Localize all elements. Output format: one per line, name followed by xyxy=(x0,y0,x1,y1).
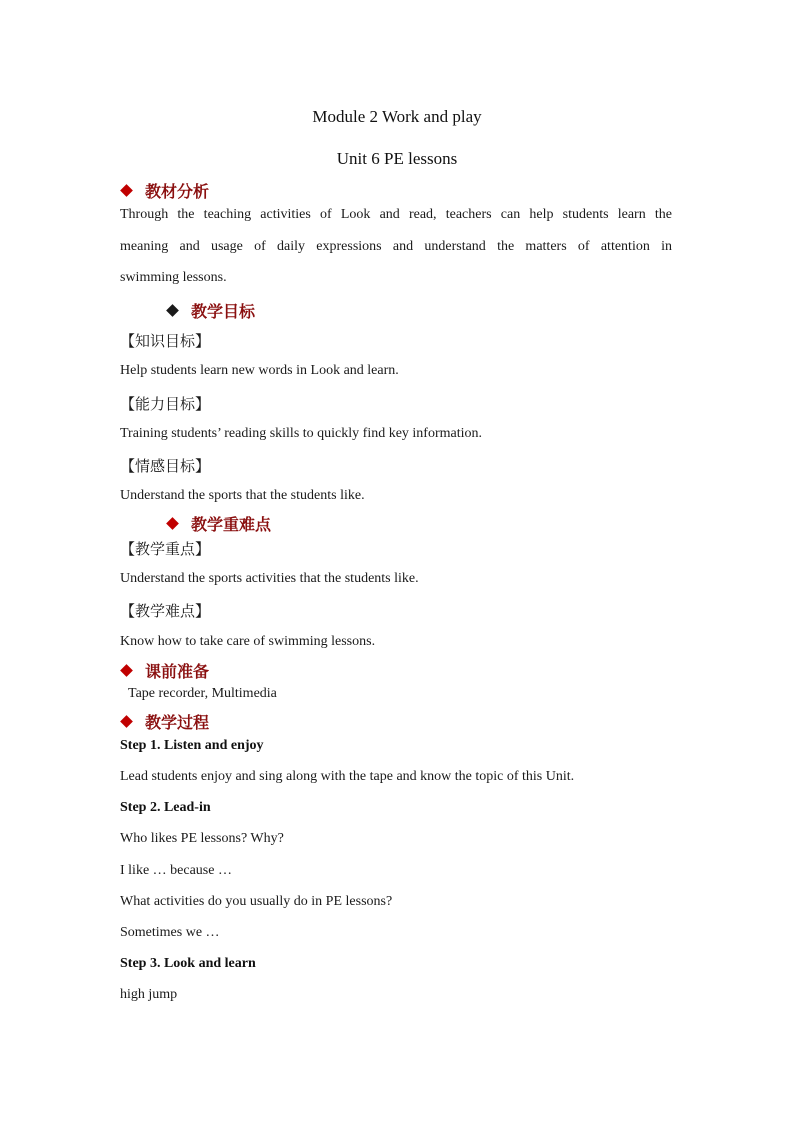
step1-text: Lead students enjoy and sing along with the tape and know the topic of this Unit. xyxy=(120,769,575,784)
section-heading-label: 教学过程 xyxy=(145,713,210,732)
difficult-label: 【教学难点】 xyxy=(120,602,211,620)
key-text: Understand the sports activities that the students like. xyxy=(120,571,419,586)
section-heading-label: 课前准备 xyxy=(145,662,210,681)
section-heading-objectives xyxy=(168,299,255,322)
unit-title: Unit 6 PE lessons xyxy=(336,149,458,168)
module-title: Module 2 Work and play xyxy=(312,107,482,126)
section-heading-label: 教材分析 xyxy=(145,182,210,201)
step2-line-2: I like … because … xyxy=(120,863,232,878)
diamond-bullet-icon xyxy=(166,517,179,530)
section-heading-label: 教学重难点 xyxy=(191,515,272,534)
step3-title: Step 3. Look and learn xyxy=(120,956,256,971)
step2-line-1: Who likes PE lessons? Why? xyxy=(120,831,284,846)
knowledge-text: Help students learn new words in Look and learn. xyxy=(120,363,399,378)
emotion-text: Understand the sports that the students like. xyxy=(120,488,365,503)
analysis-line-3: swimming lessons. xyxy=(120,270,227,285)
knowledge-label: 【知识目标】 xyxy=(120,332,211,350)
diamond-bullet-icon xyxy=(120,715,133,728)
ability-text: Training students’ reading skills to quickly find key information. xyxy=(120,426,483,441)
key-label: 【教学重点】 xyxy=(120,540,211,558)
section-heading-procedure xyxy=(122,710,209,733)
emotion-label: 【情感目标】 xyxy=(120,457,211,475)
section-heading-label: 教学目标 xyxy=(191,302,256,321)
difficult-text: Know how to take care of swimming lessons. xyxy=(120,634,376,649)
step2-line-4: Sometimes we … xyxy=(120,925,220,940)
analysis-line-2: meaning and usage of daily expressions and understand the matters of attention in xyxy=(120,239,672,254)
step2-line-3: What activities do you usually do in PE lessons? xyxy=(120,894,393,909)
diamond-bullet-icon xyxy=(120,664,133,677)
step3-text: high jump xyxy=(120,987,178,1002)
analysis-line-1: Through the teaching activities of Look and read, teachers can help students learn the xyxy=(120,207,672,222)
section-heading-key-points xyxy=(168,512,271,535)
diamond-bullet-icon xyxy=(166,304,179,317)
preparation-text: Tape recorder, Multimedia xyxy=(128,686,277,701)
step1-title: Step 1. Listen and enjoy xyxy=(120,738,264,753)
section-heading-preparation xyxy=(122,659,209,682)
section-heading-analysis xyxy=(122,179,209,202)
step2-title: Step 2. Lead-in xyxy=(120,800,211,815)
ability-label: 【能力目标】 xyxy=(120,395,211,413)
diamond-bullet-icon xyxy=(120,184,133,197)
